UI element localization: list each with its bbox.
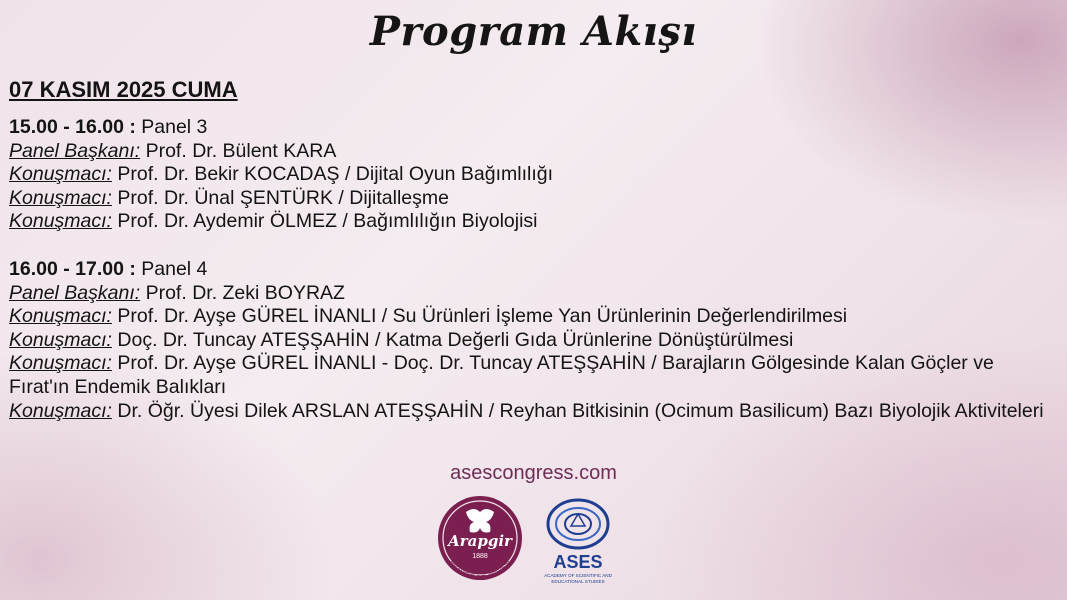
ases-emblem-icon	[548, 500, 608, 548]
role-label: Konuşmacı:	[9, 352, 112, 375]
speaker-text: Prof. Dr. Ünal ŞENTÜRK / Dijitalleşme	[111, 186, 449, 209]
speaker-line	[9, 305, 1059, 329]
speaker-line	[9, 210, 1059, 234]
panel-header	[9, 258, 1059, 282]
speaker-line	[9, 329, 1059, 353]
ases-logo	[538, 494, 618, 592]
page-title: Program Akışı	[369, 8, 698, 55]
panel-header	[9, 116, 1059, 140]
panel-time: 16.00 - 17.00 :	[9, 257, 136, 280]
speaker-text: Doç. Dr. Tuncay ATEŞŞAHİN / Katma Değerli Gıda Ürünlerine Dönüştürülmesi	[111, 328, 794, 351]
role-label: Konuşmacı:	[9, 186, 112, 209]
role-label: Konuşmacı:	[9, 399, 112, 422]
role-label: Konuşmacı:	[9, 163, 112, 186]
chair-name: Prof. Dr. Bülent KARA	[140, 139, 337, 162]
logo-ring-text: ARAPGİR BELEDİYESİ	[447, 558, 513, 583]
logo-subtitle: EDUCATIONAL STUDIES	[551, 579, 605, 584]
speaker-line	[9, 352, 1059, 399]
panel-block	[9, 116, 1059, 234]
speaker-text: Prof. Dr. Ayşe GÜREL İNANLI - Doç. Dr. Tuncay ATEŞŞAHİN / Barajların Gölgesinde Kalan Göçler ve Fırat'ın Endemik Balıkları	[9, 352, 994, 398]
chair-name: Prof. Dr. Zeki BOYRAZ	[140, 281, 345, 304]
arapgir-logo	[436, 494, 524, 588]
speaker-text: Prof. Dr. Bekir KOCADAŞ / Dijital Oyun Bağımlılığı	[111, 163, 554, 186]
panel-name: Panel 4	[135, 257, 208, 280]
program-date: 07 KASIM 2025 CUMA	[9, 77, 238, 102]
speaker-line	[9, 400, 1059, 424]
role-label: Panel Başkanı:	[9, 281, 141, 304]
role-label: Konuşmacı:	[9, 305, 112, 328]
panel-chair	[9, 282, 1059, 306]
speaker-text: Prof. Dr. Ayşe GÜREL İNANLI / Su Ürünleri İşleme Yan Ürünlerinin Değerlendirilmesi	[111, 305, 848, 328]
speaker-line	[9, 163, 1059, 187]
role-label: Konuşmacı:	[9, 328, 112, 351]
logo-subtitle: ACADEMY OF SCIENTIFIC AND	[544, 573, 612, 578]
speaker-line	[9, 187, 1059, 211]
role-label: Panel Başkanı:	[9, 139, 141, 162]
logo-name: Arapgir	[448, 532, 512, 550]
panel-time: 15.00 - 16.00 :	[9, 116, 136, 138]
logo-year: 1888	[472, 553, 488, 560]
logo-name: ASES	[553, 552, 603, 572]
program-content	[9, 76, 1059, 423]
role-label: Konuşmacı:	[9, 210, 112, 233]
panel-block	[9, 258, 1059, 423]
panel-name: Panel 3	[135, 116, 208, 138]
speaker-text: Dr. Öğr. Üyesi Dilek ARSLAN ATEŞŞAHİN / Reyhan Bitkisinin (Ocimum Basilicum) Bazı Biyolojik Aktiviteleri	[111, 399, 1044, 422]
panel-chair	[9, 140, 1059, 164]
website-link[interactable]: asescongress.com	[450, 462, 617, 484]
speaker-text: Prof. Dr. Aydemir ÖLMEZ / Bağımlılığın Biyolojisi	[111, 210, 538, 233]
